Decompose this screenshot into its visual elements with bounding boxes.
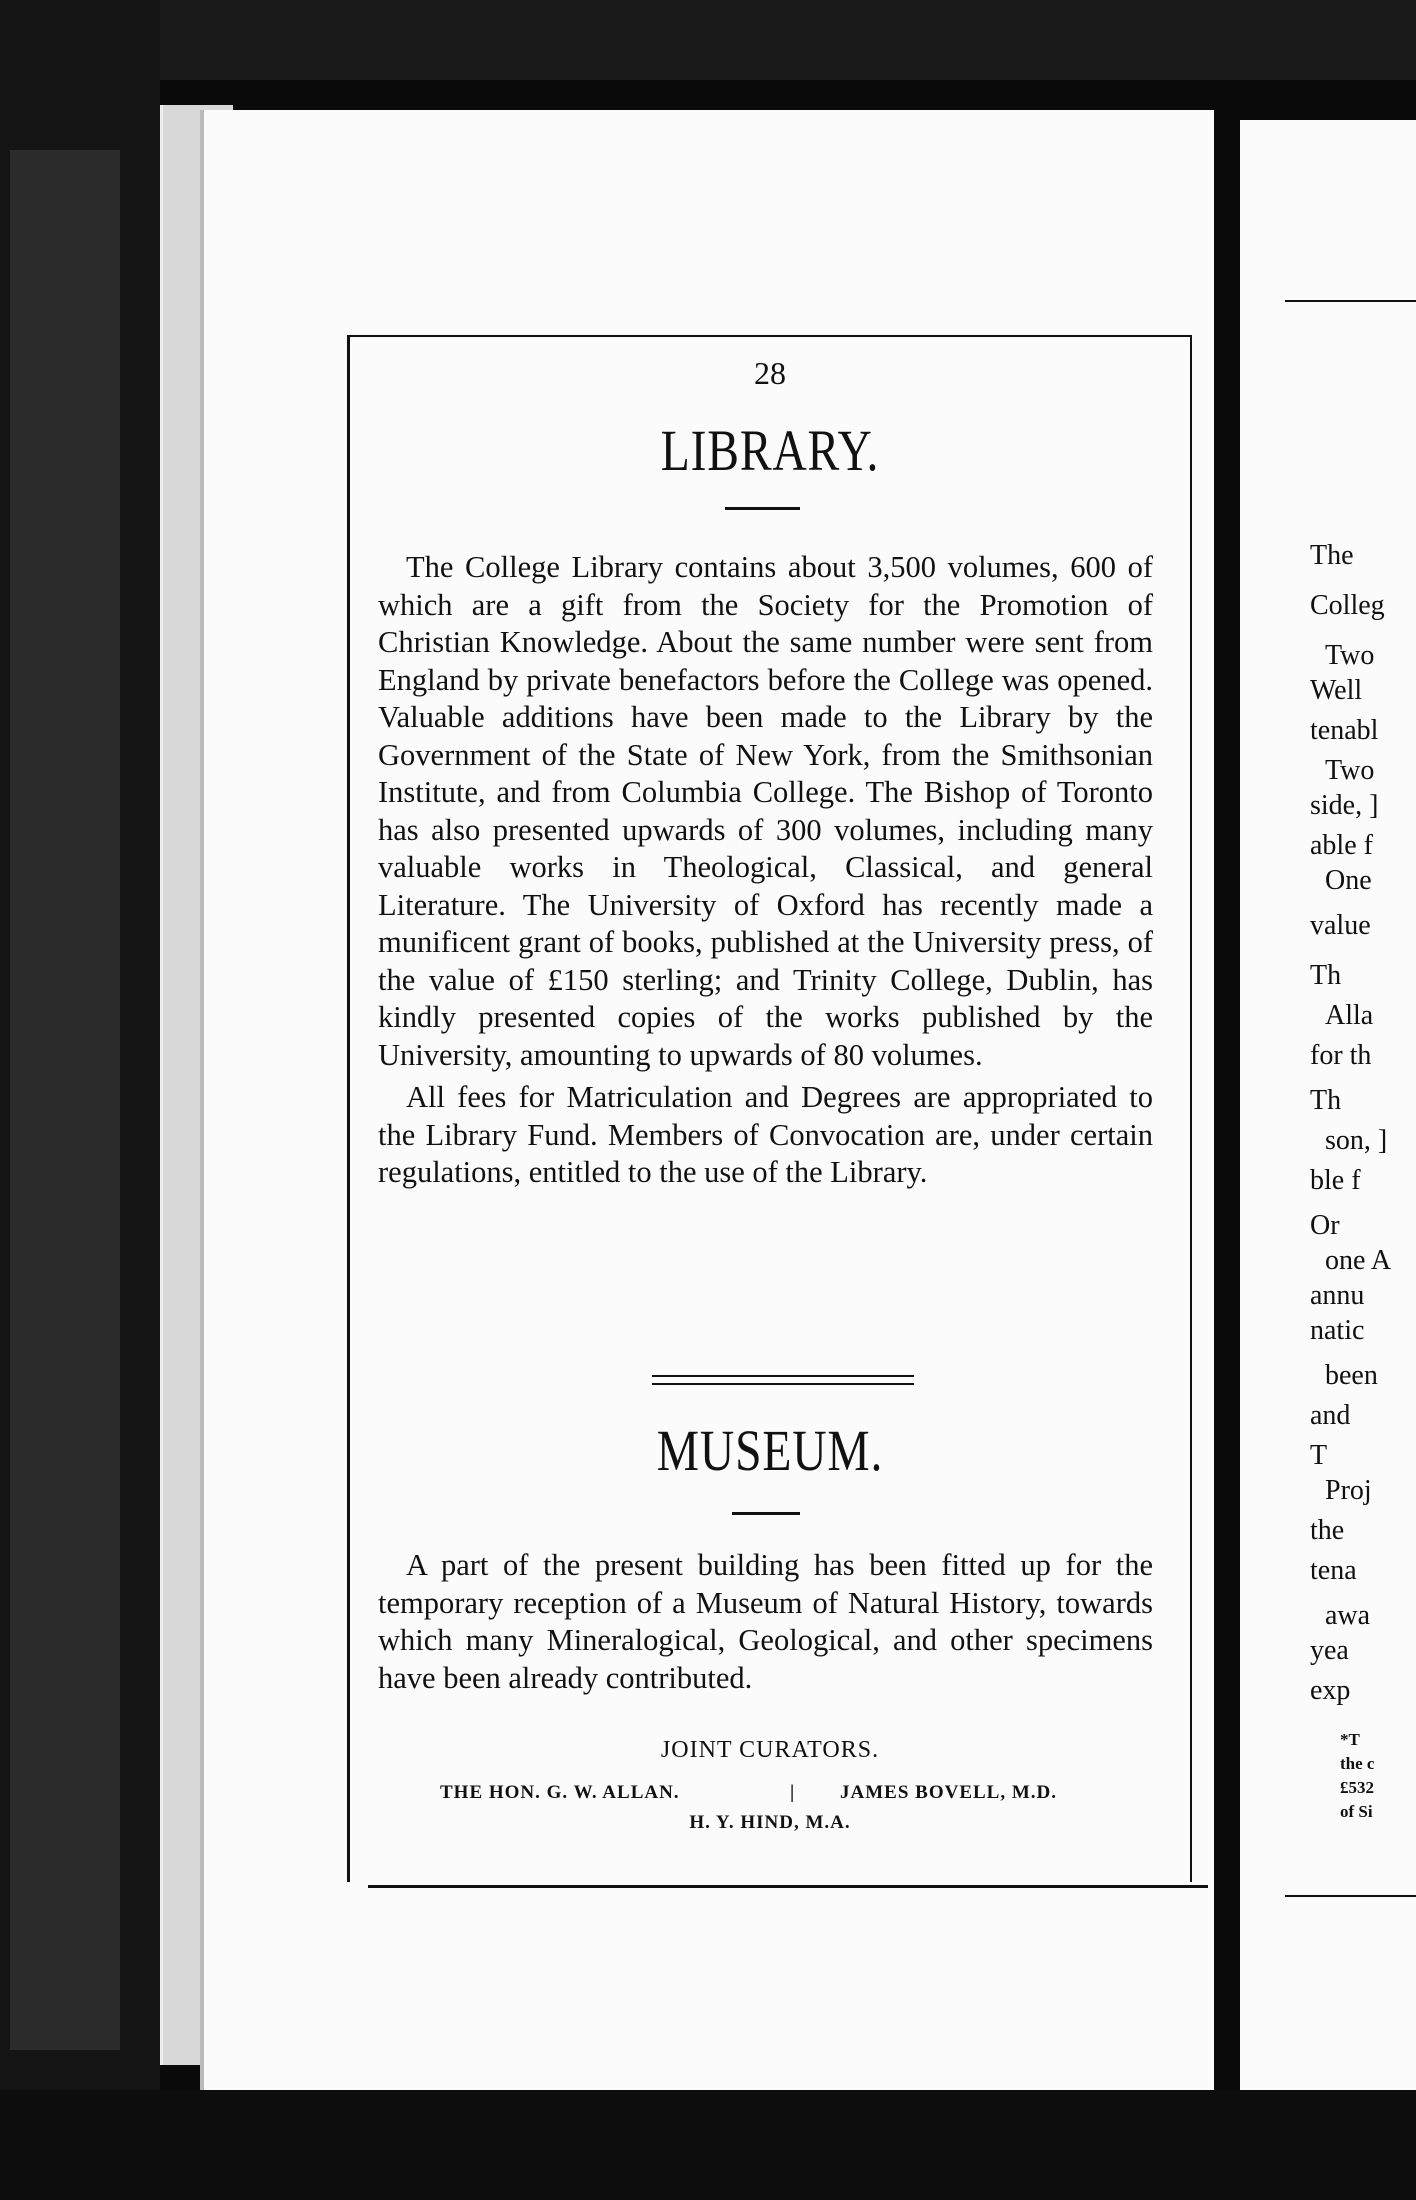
facing-page-fragment: been <box>1325 1360 1378 1391</box>
facing-page-fragment: Th <box>1310 960 1342 991</box>
page-frame-bottom-rule <box>368 1885 1208 1888</box>
facing-page-fragment: one A <box>1325 1245 1392 1276</box>
facing-page-fragment: son, ] <box>1325 1125 1388 1156</box>
facing-page-fragment: value <box>1310 910 1371 941</box>
facing-page-fragment: ble f <box>1310 1165 1361 1196</box>
page-text-frame <box>347 335 1192 1882</box>
scan-border-top <box>0 0 1416 80</box>
facing-page-footnote: £532 <box>1340 1778 1374 1797</box>
facing-page-fragment: the <box>1310 1515 1345 1546</box>
curator-bovell: JAMES BOVELL, M.D. <box>840 1782 1057 1803</box>
facing-page-fragment: for th <box>1310 1040 1372 1071</box>
facing-page-fragment: One <box>1325 865 1372 896</box>
library-paragraph-2: All fees for Matriculation and Degrees are appropriated to the Library Fund. Members of Convocation are, under certain regulations, entitled to the use of the Library. <box>378 1080 1153 1189</box>
facing-page-footnote: *T <box>1340 1730 1360 1749</box>
facing-page-footnote: of Si <box>1340 1802 1373 1821</box>
facing-page-fragment: awa <box>1325 1600 1371 1631</box>
facing-page-rule <box>1285 300 1416 302</box>
library-heading-rule <box>725 507 800 510</box>
museum-heading: MUSEUM. <box>656 1418 884 1483</box>
facing-page-fragment: Well <box>1310 675 1363 706</box>
library-heading: LIBRARY. <box>660 418 880 483</box>
facing-page-fragment: Th <box>1310 1085 1342 1116</box>
facing-page-fragment: Two <box>1325 640 1375 671</box>
facing-page-fragment: able f <box>1310 830 1373 861</box>
curators-heading: JOINT CURATORS. <box>660 1737 880 1763</box>
section-divider-top <box>652 1375 914 1377</box>
curator-hind: H. Y. HIND, M.A. <box>689 1812 851 1833</box>
section-divider-bottom <box>652 1383 914 1385</box>
scan-border-bottom <box>0 2090 1416 2200</box>
facing-page-bottom-rule <box>1285 1895 1416 1897</box>
facing-page-fragment: side, ] <box>1310 790 1379 821</box>
book-cover-cloth <box>10 150 120 2050</box>
facing-page-fragment: natic <box>1310 1315 1365 1346</box>
facing-page-fragment: Or <box>1310 1210 1340 1241</box>
facing-page-fragment: exp <box>1310 1675 1351 1706</box>
facing-page-fragment: Two <box>1325 755 1375 786</box>
facing-page-fragment: tenabl <box>1310 715 1379 746</box>
museum-heading-rule <box>732 1512 800 1515</box>
curator-separator: | <box>790 1782 796 1803</box>
facing-page-fragment: tena <box>1310 1555 1357 1586</box>
facing-page-footnote: the c <box>1340 1754 1375 1773</box>
facing-page <box>1240 120 1416 2090</box>
facing-page-fragment: The <box>1310 540 1354 571</box>
facing-page-fragment: Proj <box>1325 1475 1372 1506</box>
facing-page-fragment: Colleg <box>1310 590 1385 621</box>
page-number: 28 <box>754 355 786 391</box>
museum-text <box>378 1547 1153 1697</box>
facing-page-fragment: and <box>1310 1400 1351 1431</box>
facing-page-fragment: yea <box>1310 1635 1349 1666</box>
facing-page-fragment: T <box>1310 1440 1328 1471</box>
facing-page-fragment: Alla <box>1325 1000 1374 1031</box>
museum-paragraph: A part of the present building has been fitted up for the temporary reception of a Museum of Natural History, towards which many Mineralogical, Geological, and other specimens have been already contributed. <box>378 1548 1153 1695</box>
curator-allan: THE HON. G. W. ALLAN. <box>440 1782 680 1803</box>
facing-page-fragment: annu <box>1310 1280 1365 1311</box>
library-text <box>378 549 1153 1192</box>
library-paragraph-1: The College Library contains about 3,500 volumes, 600 of which are a gift from the Society for the Promotion of Christian Knowledge. About the same number were sent from England by private benefactors before the College was opened. Valuable additions have been made to the Library by the Government of the State of New York, from the Smithsonian Institute, and from Columbia College. The Bishop of Toronto has also presented upwards of 300 volumes, including many valuable works in Theological, Classical, and general Literature. The University of Oxford has recently made a munificent grant of books, published at the University press, of the value of £150 sterling; and Trinity College, Dublin, has kindly presented copies of the works published by the University, amounting to upwards of 80 volumes. <box>378 550 1153 1072</box>
